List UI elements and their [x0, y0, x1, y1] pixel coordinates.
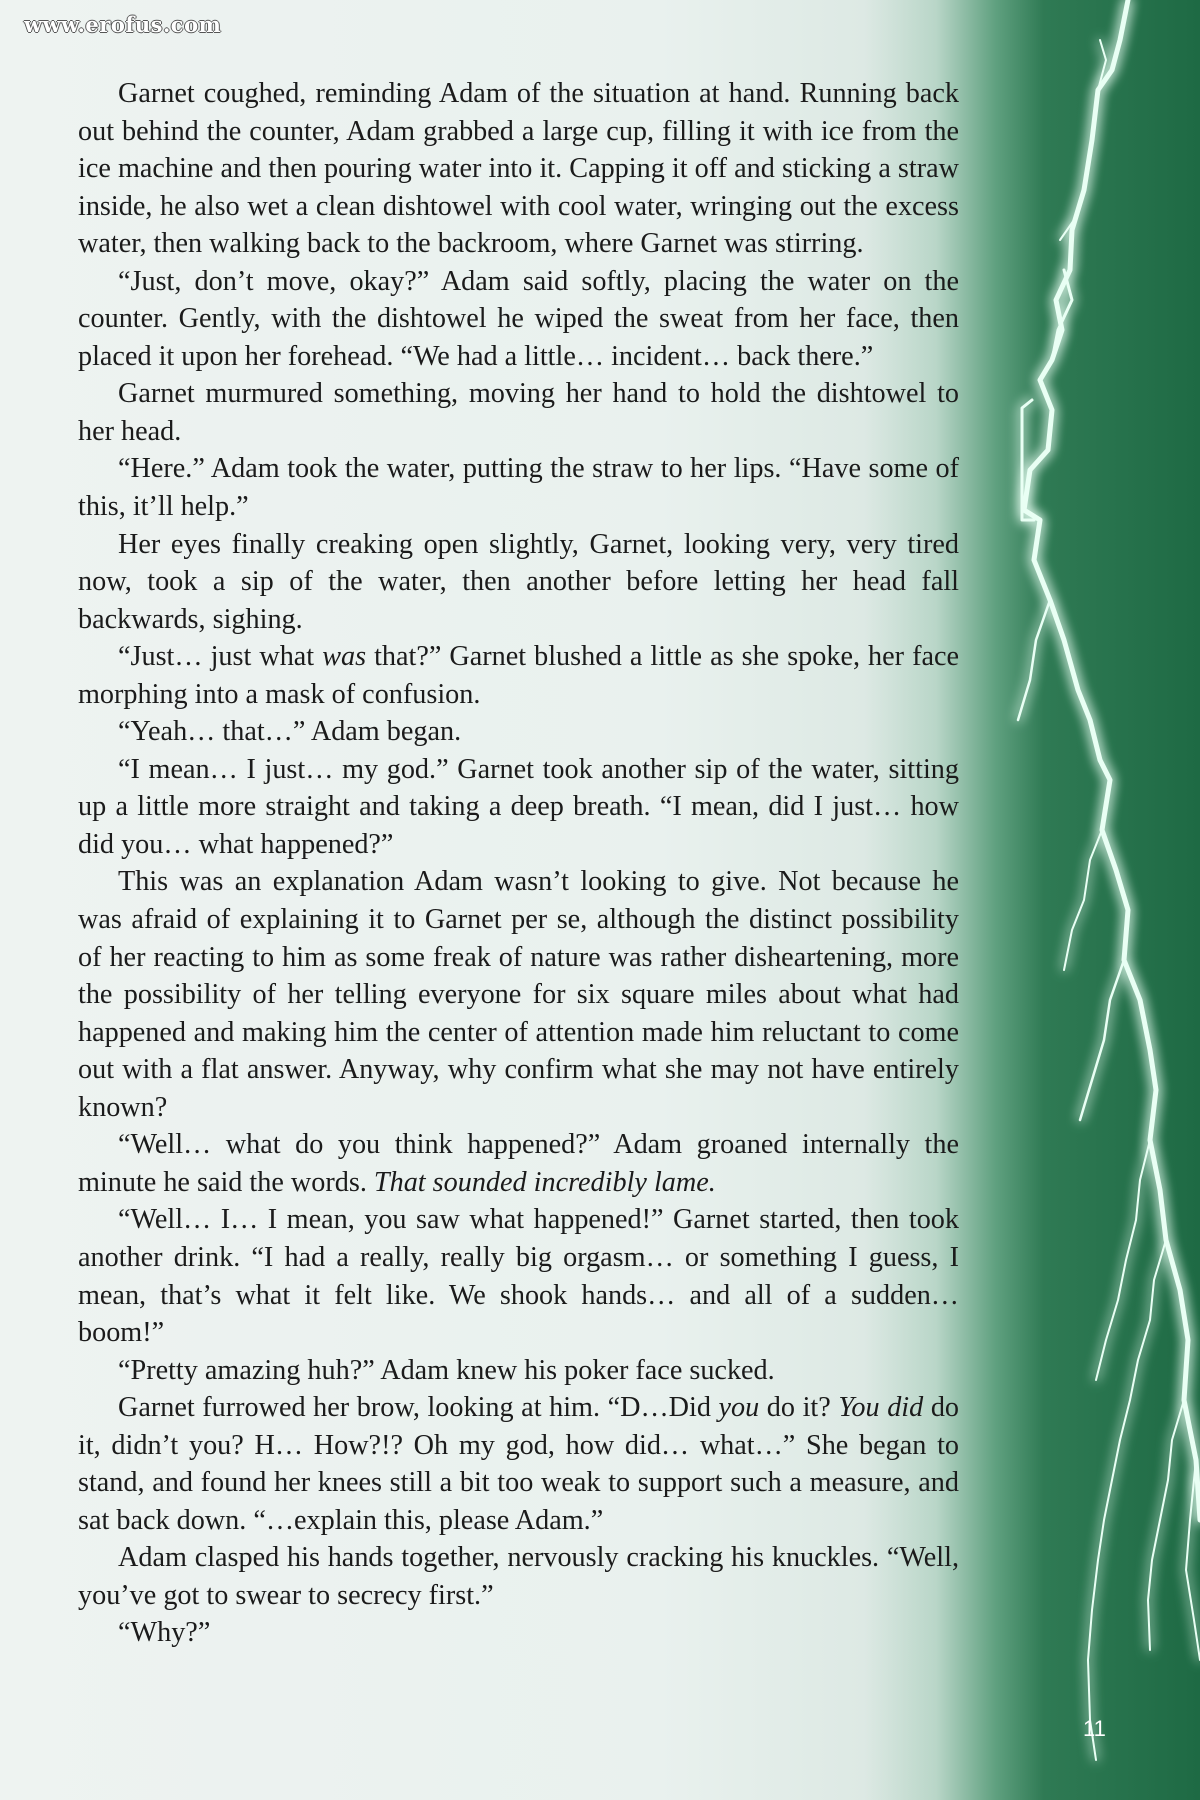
text-run: Her eyes finally creaking open slightly, Garnet, looking very, very tired now, took a sip of the water, then another before letting her head fall backwards, sighing.: [78, 528, 959, 635]
text-run: Garnet coughed, reminding Adam of the situation at hand. Running back out behind the counter, Adam grabbed a large cup, filling it with ice from the ice machine and then pouring water into it. Capping it off and sticking a straw inside, he also wet a clean dishtowel with cool water, wringing out the excess water, then walking back to the backroom, where Garnet was stirring.: [78, 78, 959, 260]
text-run: that?” Garnet blushed a little as she spoke, her face morphing into a mask of confusion.: [78, 641, 959, 710]
paragraph: [78, 863, 959, 1126]
text-run: “Just… just what: [118, 641, 323, 673]
text-run: Garnet murmured something, moving her hand to hold the dishtowel to her head.: [78, 378, 959, 447]
paragraph: [78, 713, 959, 751]
text-run: “Pretty amazing huh?” Adam knew his poker face sucked.: [118, 1354, 775, 1386]
page-number: 11: [1083, 1716, 1106, 1741]
paragraph: [78, 1389, 959, 1539]
text-run: This was an explanation Adam wasn’t looking to give. Not because he was afraid of explaining it to Garnet per se, although the distinct possibility of her reacting to him as some freak of nature was rather disheartening, more the possibility of her telling everyone for six square miles about what had happened and making him the center of attention made him reluctant to come out with a flat answer. Anyway, why confirm what she may not have entirely known?: [78, 866, 959, 1123]
text-run: “I mean… I just… my god.” Garnet took another sip of the water, sitting up a little more straight and taking a deep breath. “I mean, did I just… how did you… what happened?”: [78, 753, 959, 860]
text-run: “Just, don’t move, okay?” Adam said softly, placing the water on the counter. Gently, with the dishtowel he wiped the sweat from her face, then placed it upon her forehead. “We had a little… incident… back there.”: [78, 265, 959, 372]
paragraph: [78, 450, 959, 525]
paragraph: [78, 1614, 959, 1652]
text-run: “Here.” Adam took the water, putting the straw to her lips. “Have some of this, it’ll help.”: [78, 453, 959, 523]
italic-text: was: [322, 641, 367, 673]
paragraph: [78, 1126, 959, 1201]
paragraph: [78, 1352, 959, 1390]
italic-text: you: [718, 1392, 760, 1424]
text-run: “Why?”: [118, 1617, 211, 1649]
text-run: “Yeah… that…” Adam began.: [118, 716, 462, 748]
paragraph: [78, 263, 959, 376]
paragraph: [78, 751, 959, 864]
italic-text: That sounded incredibly lame.: [373, 1166, 716, 1198]
paragraph: [78, 75, 959, 263]
paragraph: [78, 638, 959, 713]
paragraph: [78, 375, 959, 450]
text-run: do it, didn’t you? H… How?!? Oh my god, how did… what…” She began to stand, and found her knees still a bit too weak to support such a measure, and sat back down. “…explain this, please Adam.”: [78, 1392, 960, 1536]
text-run: “Well… what do you think happened?” Adam groaned internally the minute he said the words.: [78, 1129, 959, 1198]
text-run: Garnet furrowed her brow, looking at him. “D…Did: [118, 1392, 719, 1424]
paragraph: [78, 1539, 959, 1614]
story-text: [78, 75, 959, 1652]
text-run: “Well… I… I mean, you saw what happened!” Garnet started, then took another drink. “I had a really, really big orgasm… or something I guess, I mean, that’s what it felt like. We shook hands… and all of a sudden… boom!”: [78, 1204, 959, 1349]
paragraph: [78, 1201, 959, 1351]
watermark: www.erofus.com: [24, 12, 222, 37]
text-run: Adam clasped his hands together, nervously cracking his knuckles. “Well, you’ve got to swear to secrecy first.”: [78, 1542, 959, 1611]
text-run: do it?: [759, 1392, 839, 1424]
paragraph: [78, 526, 959, 639]
italic-text: You did: [838, 1392, 924, 1424]
